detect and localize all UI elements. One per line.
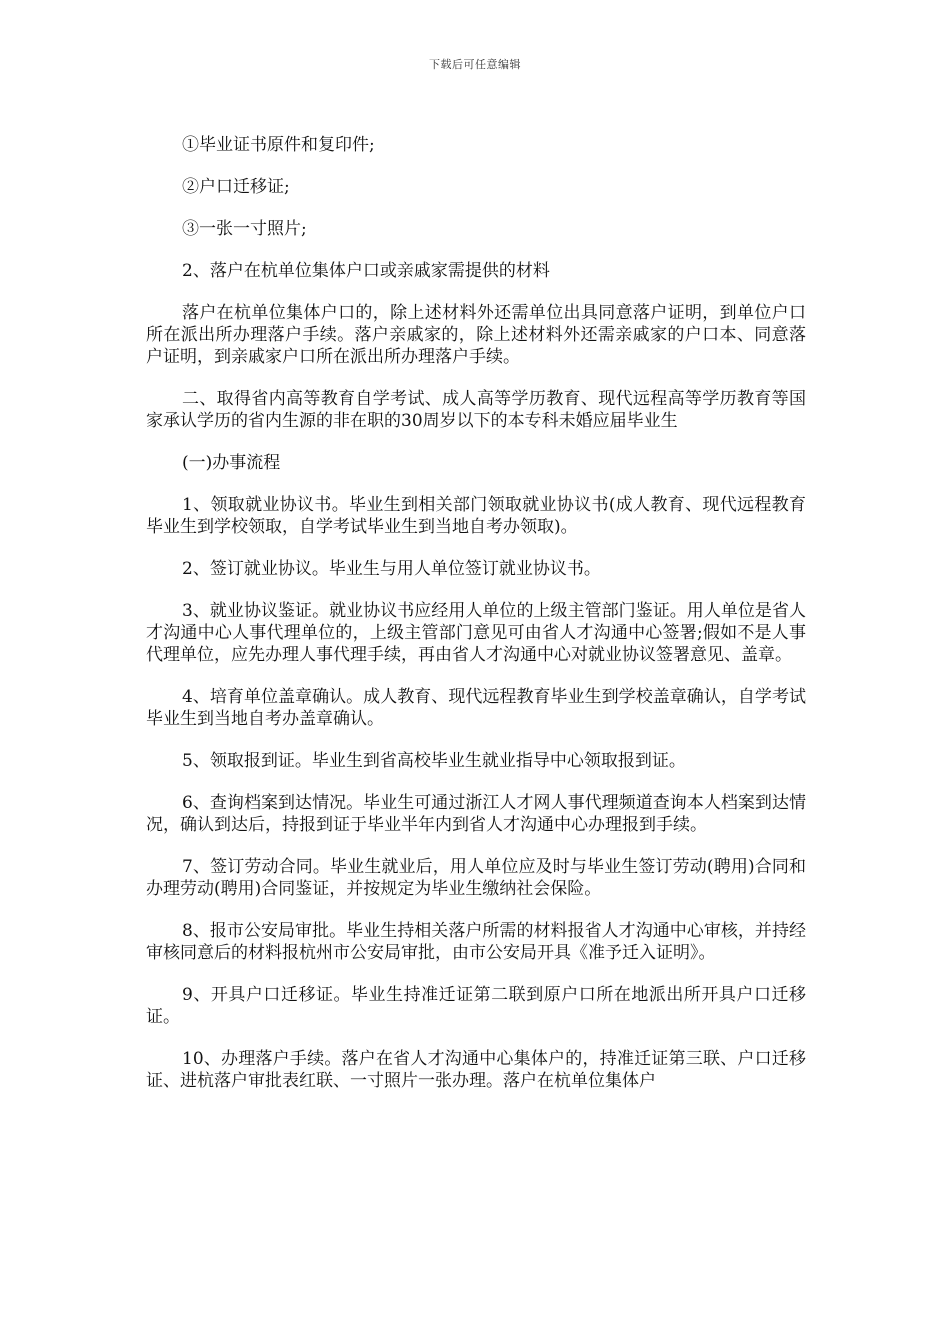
list-item-household-transfer: ②户口迁移证; [182,177,290,197]
step-6: 6、查询档案到达情况。毕业生可通过浙江人才网人事代理频道查询本人档案到达情况，确认到达后，持报到证于毕业半年内到省人才沟通中心办理报到手续。 [146,793,806,835]
list-item-graduation-certificate: ①毕业证书原件和复印件; [182,135,375,155]
step-9: 9、开具户口迁移证。毕业生持准迁证第二联到原户口所在地派出所开具户口迁移证。 [146,985,806,1027]
subheading-procedure: (一)办事流程 [182,453,281,473]
step-10: 10、办理落户手续。落户在省人才沟通中心集体户的，持准迁证第三联、户口迁移证、进杭落户审批表红联、一寸照片一张办理。落户在杭单位集体户 [146,1049,806,1091]
paragraph-collective-household: 落户在杭单位集体户口的，除上述材料外还需单位出具同意落户证明，到单位户口所在派出所办理落户手续。落户亲戚家的，除上述材料外还需亲戚家的户口本、同意落户证明，到亲戚家户口所在派出所办理落户手续。 [146,303,806,367]
step-2: 2、签订就业协议。毕业生与用人单位签订就业协议书。 [182,559,601,579]
step-5: 5、领取报到证。毕业生到省高校毕业生就业指导中心领取报到证。 [182,751,686,771]
step-4: 4、培育单位盖章确认。成人教育、现代远程教育毕业生到学校盖章确认，自学考试毕业生到当地自考办盖章确认。 [146,687,806,729]
step-3: 3、就业协议鉴证。就业协议书应经用人单位的上级主管部门鉴证。用人单位是省人才沟通中心人事代理单位的，上级主管部门意见可由省人才沟通中心签署;假如不是人事代理单位，应先办理人事代理手续，再由省人才沟通中心对就业协议签署意见、盖章。 [146,601,806,665]
step-1: 1、领取就业协议书。毕业生到相关部门领取就业协议书(成人教育、现代远程教育毕业生到学校领取，自学考试毕业生到当地自考办领取)。 [146,495,806,537]
document-body [146,134,806,1112]
page-header: 下载后可任意编辑 [429,58,521,71]
step-8: 8、报市公安局审批。毕业生持相关落户所需的材料报省人才沟通中心审核，并持经审核同意后的材料报杭州市公安局审批，由市公安局开具《准予迁入证明》。 [146,921,806,963]
section-heading-part-two: 二、取得省内高等教育自学考试、成人高等学历教育、现代远程高等学历教育等国家承认学历的省内生源的非在职的30周岁以下的本专科未婚应届毕业生 [146,389,806,431]
step-7: 7、签订劳动合同。毕业生就业后，用人单位应及时与毕业生签订劳动(聘用)合同和办理劳动(聘用)合同鉴证，并按规定为毕业生缴纳社会保险。 [146,857,806,899]
list-item-photo: ③一张一寸照片; [182,219,307,239]
section-heading-materials: 2、落户在杭单位集体户口或亲戚家需提供的材料 [182,261,550,281]
